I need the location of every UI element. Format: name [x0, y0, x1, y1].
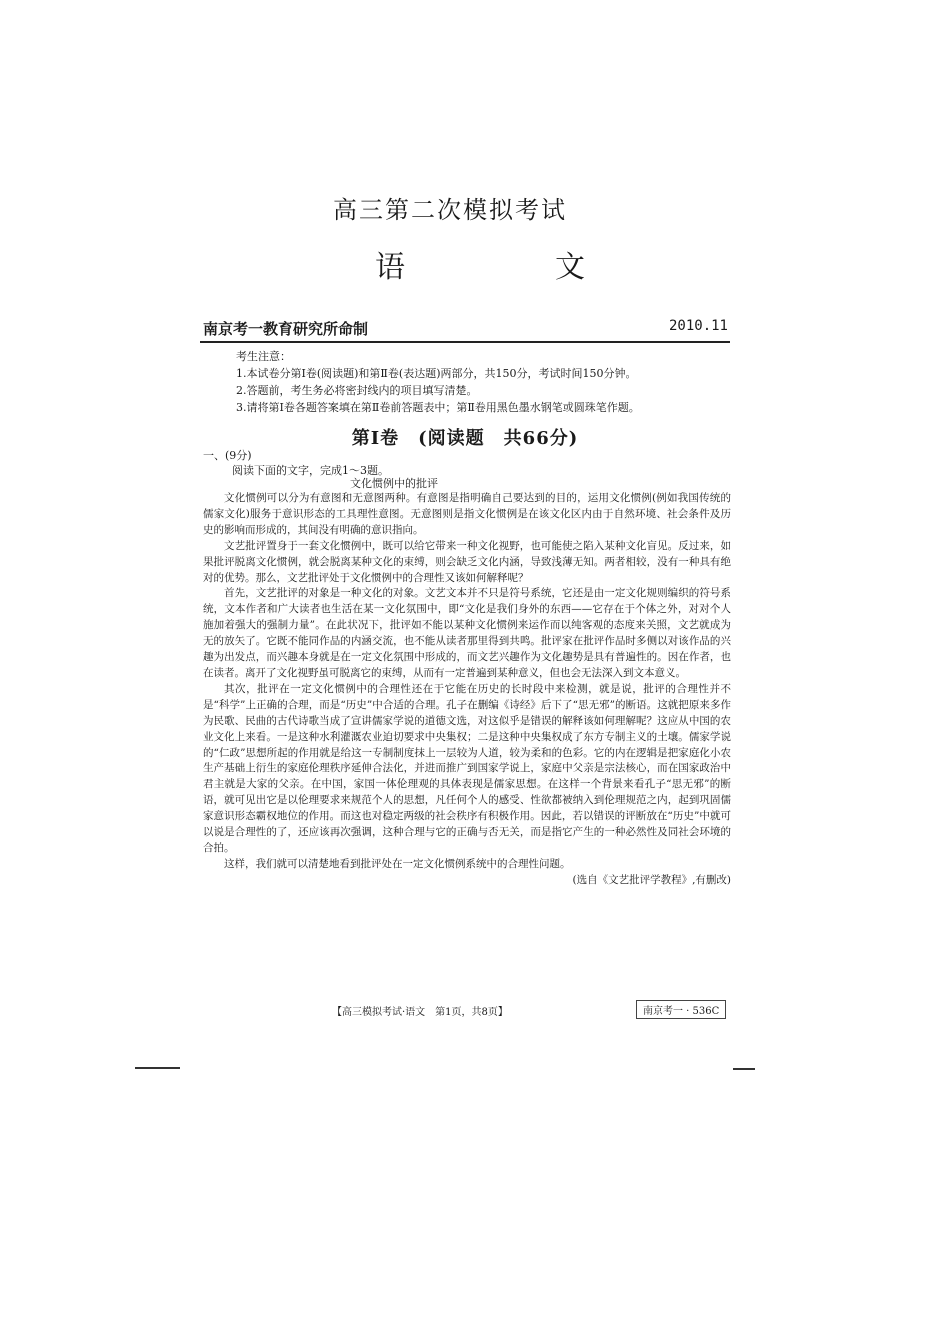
- note-item: 1.本试卷分第Ⅰ卷(阅读题)和第Ⅱ卷(表达题)两部分，共150分，考试时间150分钟。: [236, 367, 637, 380]
- passage-title: 文化惯例中的批评: [350, 477, 438, 490]
- question-instruction: 阅读下面的文字，完成1～3题。: [232, 464, 389, 477]
- question-label: 一、(9分): [203, 449, 252, 462]
- scan-mark: [135, 1067, 180, 1069]
- note-item: 3.请将第Ⅰ卷各题答案填在第Ⅱ卷前答题表中；第Ⅱ卷用黑色墨水钢笔或圆珠笔作题。: [236, 401, 640, 414]
- page-footer: 【高三模拟考试·语文 第1页，共8页】: [332, 1007, 508, 1018]
- notes-heading: 考生注意：: [236, 350, 291, 363]
- note-item: 2.答题前，考生务必将密封线内的项目填写清楚。: [236, 384, 478, 397]
- exam-code-stamp: 南京考一 · 536C: [636, 1000, 726, 1019]
- header-divider: [200, 341, 730, 343]
- candidate-notes: [236, 348, 736, 416]
- organizer-row: [203, 318, 728, 339]
- reading-passage: [203, 491, 731, 889]
- passage-paragraph: 文艺批评置身于一套文化惯例中，既可以给它带来一种文化视野，也可能使之陷入某种文化盲见。反过来，如果批评脱离文化惯例，就会脱离某种文化的束缚，则会缺乏文化内涵，导致浅薄无知。两者相较，没有一种具有绝对的优势。那么，文艺批评处于文化惯例中的合理性又该如何解释呢？: [203, 539, 731, 584]
- passage-paragraph: 其次，批评在一定文化惯例中的合理性还在于它能在历史的长时段中来检测，就是说，批评的合理性并不是“科学”上正确的合理，而是“历史”中合适的合理。孔子在删编《诗经》后下了“思无邪”的断语。这就把原来多作为民歌、民曲的古代诗歌当成了宣讲儒家学说的道德文选，对这似乎是错误的解释该如何理解呢？这应从中国的农业文化上来看。一是这种水利灌溉农业迫切要求中央集权；二是这种中央集权成了东方专制主义的土壤。儒家学说的“仁政”思想所起的作用就是给这一专制制度抹上一层较为人道，较为柔和的色彩。它的内在逻辑是把家庭化小农生产基础上衍生的家庭伦理秩序延伸合法化，并进而推广到国家学说上，家庭中父亲是宗法核心，而在国家政治中君主就是大家的父亲。在中国，家国一体伦理观的具体表现是儒家思想。在这样一个背景来看孔子“思无邪”的断语，就可见出它是以伦理要求来规范个人的思想，凡任何个人的感受、性欲都被纳入到伦理规范之内，起到巩固儒家意识形态霸权地位的作用。而这也对稳定两级的社会秩序有积极作用。因此，若以错误的评断放在“历史”中就可以说是合理性的了，还应该再次强调，这种合理与它的正确与否无关，而是指它产生的一种必然性及同社会环境的合拍。: [203, 682, 731, 854]
- passage-paragraph: 这样，我们就可以清楚地看到批评处在一定文化惯例系统中的合理性问题。: [224, 857, 571, 870]
- subject-title: 语 文: [375, 250, 645, 285]
- scan-mark: [733, 1068, 755, 1070]
- passage-source: (选自《文艺批评学教程》,有删改): [572, 873, 731, 886]
- exam-date: 2010.11: [668, 318, 728, 334]
- exam-title: 高三第二次模拟考试: [333, 196, 567, 224]
- organizer: 南京考一教育研究所命制: [203, 320, 369, 338]
- section-title: 第Ⅰ卷 (阅读题 共66分): [351, 428, 579, 449]
- passage-paragraph: 首先，文艺批评的对象是一种文化的对象。文艺文本并不只是符号系统，它还是由一定文化规则编织的符号系统，文本作者和广大读者也生活在某一文化氛围中，即“文化是我们身外的东西——它存在于个体之外，对对个人施加着强大的强制力量”。在此状况下，批评如不能以某种文化惯例来运作而以纯客观的态度来关照，文艺就成为无的放矢了。它既不能同作品的内涵交流，也不能从读者那里得到共鸣。批评家在批评作品时多侧以对该作品的兴趣为出发点，而兴趣本身就是在一定文化氛围中形成的，而文艺兴趣作为文化趣势是具有普遍性的。因在作者，也在读者。离开了文化视野虽可脱离它的束缚，从而有一定普遍到某种意义，但也会无法深入到文本意义。: [203, 587, 731, 679]
- passage-paragraph: 文化惯例可以分为有意图和无意图两种。有意图是指明确自己要达到的目的，运用文化惯例(例如我国传统的儒家文化)服务于意识形态的工具理性意图。无意图则是指文化惯例是在该文化区内由于自然环境、社会条件及历史的影响而形成的，其间没有明确的意识指向。: [203, 492, 731, 536]
